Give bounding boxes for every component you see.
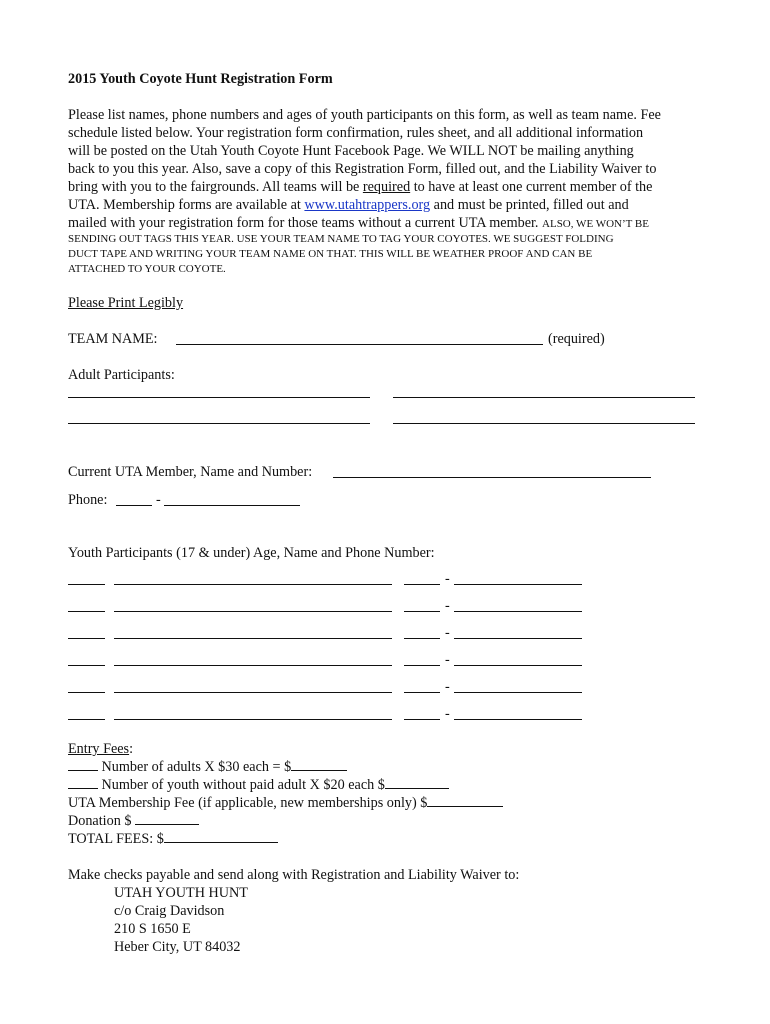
fee-donation-label: Donation $ — [68, 813, 132, 829]
intro-line-7 — [68, 214, 649, 232]
youth-phone-area-field[interactable] — [404, 584, 440, 585]
entry-fees-heading — [68, 740, 133, 758]
entry-fees-title: Entry Fees — [68, 741, 130, 757]
youth-phone-area-field[interactable] — [404, 719, 440, 720]
print-legibly-heading: Please Print Legibly — [68, 295, 184, 311]
youth-age-field[interactable] — [68, 638, 105, 639]
team-name-label: TEAM NAME: — [68, 331, 158, 347]
mail-street: 210 S 1650 E — [114, 921, 191, 937]
youth-phone-dash: - — [445, 652, 450, 668]
youth-phone-number-field[interactable] — [454, 719, 582, 720]
uta-member-label: Current UTA Member, Name and Number: — [68, 464, 313, 480]
youth-phone-dash: - — [445, 625, 450, 641]
team-name-field[interactable] — [176, 344, 543, 345]
intro-line-10: ATTACHED TO YOUR COYOTE. — [68, 263, 226, 275]
mail-care-of: c/o Craig Davidson — [114, 903, 225, 919]
fee-adults-label: Number of adults X $30 each = $ — [101, 759, 292, 775]
entry-fees-colon: : — [129, 741, 134, 757]
form-title: 2015 Youth Coyote Hunt Registration Form — [68, 71, 333, 87]
adult-participant-field[interactable] — [393, 397, 695, 398]
youth-phone-dash: - — [445, 679, 450, 695]
youth-count-field[interactable] — [68, 776, 98, 789]
youth-name-field[interactable] — [114, 719, 392, 720]
intro-text: UTA. Membership forms are available at — [68, 197, 305, 213]
youth-name-field[interactable] — [114, 665, 392, 666]
youth-age-field[interactable] — [68, 584, 105, 585]
youth-phone-area-field[interactable] — [404, 665, 440, 666]
youth-phone-number-field[interactable] — [454, 665, 582, 666]
youth-phone-area-field[interactable] — [404, 611, 440, 612]
intro-line-3: will be posted on the Utah Youth Coyote Hunt Facebook Page. We WILL NOT be mailing anything — [68, 143, 634, 159]
adult-participants-label: Adult Participants: — [68, 367, 175, 383]
youth-name-field[interactable] — [114, 611, 392, 612]
intro-line-4: back to you this year. Also, save a copy of this Registration Form, filled out, and the Liability Waiver to — [68, 161, 657, 177]
intro-text: bring with you to the fairgrounds. All teams will be — [68, 179, 363, 195]
youth-name-field[interactable] — [114, 638, 392, 639]
membership-fee-field[interactable] — [427, 794, 503, 807]
adult-count-field[interactable] — [68, 758, 98, 771]
team-name-required: (required) — [548, 331, 605, 347]
mail-city: Heber City, UT 84032 — [114, 939, 241, 955]
adult-participant-field[interactable] — [68, 397, 370, 398]
fee-adults-row — [68, 758, 347, 776]
fee-total-row — [68, 830, 278, 848]
phone-area-code-field[interactable] — [116, 505, 152, 506]
youth-phone-area-field[interactable] — [404, 692, 440, 693]
fee-youth-label: Number of youth without paid adult X $20 each $ — [101, 777, 385, 793]
youth-name-field[interactable] — [114, 584, 392, 585]
youth-age-field[interactable] — [68, 692, 105, 693]
youth-phone-dash: - — [445, 598, 450, 614]
intro-text: and must be printed, filled out and — [430, 197, 629, 213]
intro-line-8: SENDING OUT TAGS THIS YEAR. USE YOUR TEAM NAME TO TAG YOUR COYOTES. WE SUGGEST FOLDING — [68, 233, 614, 245]
fee-membership-label: UTA Membership Fee (if applicable, new memberships only) $ — [68, 795, 428, 811]
youth-name-field[interactable] — [114, 692, 392, 693]
donation-field[interactable] — [135, 812, 199, 825]
intro-text: to have at least one current member of the — [410, 179, 653, 195]
intro-line-9: DUCT TAPE AND WRITING YOUR TEAM NAME ON THAT. THIS WILL BE WEATHER PROOF AND CAN BE — [68, 248, 593, 260]
fee-total-label: TOTAL FEES: $ — [68, 831, 164, 847]
adult-participant-field[interactable] — [393, 423, 695, 424]
uta-member-field[interactable] — [333, 477, 651, 478]
intro-line-1: Please list names, phone numbers and ages of youth participants on this form, as well as team name. Fee — [68, 107, 661, 123]
mail-recipient: UTAH YOUTH HUNT — [114, 885, 248, 901]
mail-instruction: Make checks payable and send along with Registration and Liability Waiver to: — [68, 867, 520, 883]
youth-participants-label: Youth Participants (17 & under) Age, Name and Phone Number: — [68, 545, 435, 561]
phone-label: Phone: — [68, 492, 108, 508]
youth-phone-number-field[interactable] — [454, 611, 582, 612]
intro-line-2: schedule listed below. Your registration form confirmation, rules sheet, and all additional information — [68, 125, 644, 141]
fee-youth-row — [68, 776, 449, 794]
required-emphasis: required — [362, 179, 411, 195]
youth-phone-area-field[interactable] — [404, 638, 440, 639]
adult-fee-field[interactable] — [291, 758, 347, 771]
total-fees-field[interactable] — [164, 830, 278, 843]
intro-line-5 — [68, 178, 652, 196]
intro-line-6 — [68, 196, 629, 214]
intro-caps: ALSO, WE WON’T BE — [542, 218, 649, 230]
intro-text: mailed with your registration form for those teams without a current UTA member. — [68, 215, 543, 231]
youth-age-field[interactable] — [68, 611, 105, 612]
utahtrappers-link[interactable]: www.utahtrappers.org — [304, 197, 431, 213]
phone-number-field[interactable] — [164, 505, 300, 506]
fee-donation-row — [68, 812, 199, 830]
fee-membership-row — [68, 794, 503, 812]
youth-fee-field[interactable] — [385, 776, 449, 789]
phone-dash: - — [156, 492, 161, 508]
youth-phone-dash: - — [445, 571, 450, 587]
youth-age-field[interactable] — [68, 719, 105, 720]
youth-phone-dash: - — [445, 706, 450, 722]
youth-phone-number-field[interactable] — [454, 584, 582, 585]
youth-phone-number-field[interactable] — [454, 692, 582, 693]
youth-phone-number-field[interactable] — [454, 638, 582, 639]
adult-participant-field[interactable] — [68, 423, 370, 424]
youth-age-field[interactable] — [68, 665, 105, 666]
